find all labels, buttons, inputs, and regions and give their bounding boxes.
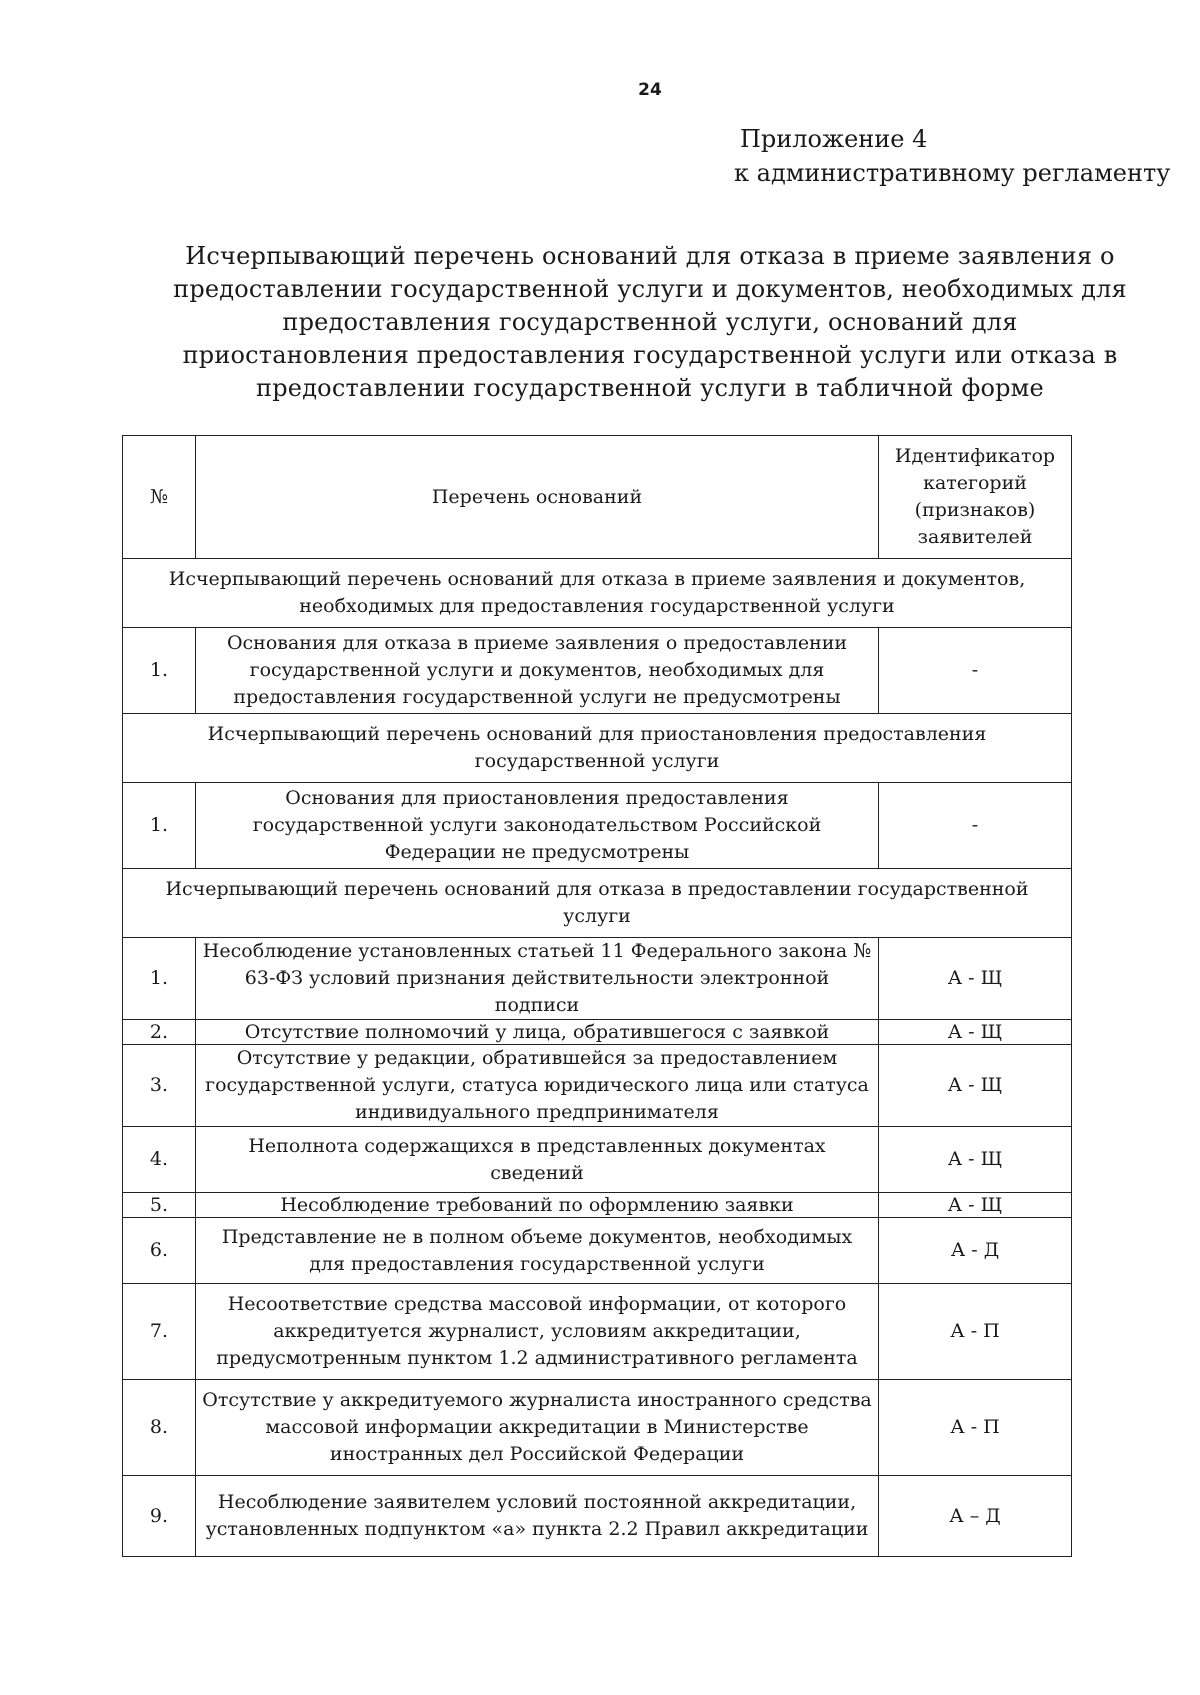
row-num: 1. [123, 628, 196, 714]
row-text: Представление не в полном объеме документов, необходимых для предоставления государственной услуги [196, 1218, 879, 1284]
page-number: 24 [638, 80, 662, 100]
row-identifier: А - Щ [879, 1020, 1072, 1045]
row-num: 7. [123, 1284, 196, 1380]
row-text: Неполнота содержащихся в представленных документах сведений [196, 1127, 879, 1193]
header-num: № [123, 436, 196, 559]
row-text: Несоответствие средства массовой информации, от которого аккредитуется журналист, условиям аккредитации, предусмотренным пунктом 1.2 административного регламента [196, 1284, 879, 1380]
row-num: 1. [123, 783, 196, 869]
row-identifier: А - Щ [879, 1127, 1072, 1193]
row-text: Основания для приостановления предоставления государственной услуги законодательством Российской Федерации не предусмотрены [196, 783, 879, 869]
table-row [123, 1284, 1072, 1380]
row-num: 8. [123, 1380, 196, 1476]
table-row [123, 1380, 1072, 1476]
row-identifier: А - Щ [879, 938, 1072, 1020]
table-row [123, 1045, 1072, 1127]
row-identifier: А - Щ [879, 1193, 1072, 1218]
row-identifier: - [879, 783, 1072, 869]
document-title: Исчерпывающий перечень оснований для отказа в приеме заявления о предоставлении государственной услуги и документов, необходимых для предоставления государственной услуги, оснований для приостановления предоставления государственной услуги или отказа в предоставлении государственной услуги в табличной форме [173, 242, 1127, 402]
section-row-reception-refusal [123, 559, 1072, 628]
row-num: 1. [123, 938, 196, 1020]
table-header-row [123, 436, 1072, 559]
row-num: 4. [123, 1127, 196, 1193]
row-num: 6. [123, 1218, 196, 1284]
row-identifier: - [879, 628, 1072, 714]
row-identifier: А - П [879, 1380, 1072, 1476]
row-identifier: А - П [879, 1284, 1072, 1380]
section-title: Исчерпывающий перечень оснований для отказа в предоставлении государственной услуги [123, 869, 1072, 938]
header-identifier: Идентификатор категорий (признаков) заявителей [879, 436, 1072, 559]
row-text: Несоблюдение требований по оформлению заявки [196, 1193, 879, 1218]
row-num: 9. [123, 1476, 196, 1557]
table-row [123, 628, 1072, 714]
row-text: Отсутствие полномочий у лица, обратившегося с заявкой [196, 1020, 879, 1045]
table-row [123, 783, 1072, 869]
section-row-suspension [123, 714, 1072, 783]
appendix-reference [734, 122, 1171, 190]
section-title: Исчерпывающий перечень оснований для отказа в приеме заявления и документов, необходимых для предоставления государственной услуги [123, 559, 1072, 628]
table-row [123, 1193, 1072, 1218]
table-row [123, 1476, 1072, 1557]
section-row-service-refusal [123, 869, 1072, 938]
row-text: Отсутствие у аккредитуемого журналиста иностранного средства массовой информации аккредитации в Министерстве иностранных дел Российской Федерации [196, 1380, 879, 1476]
table-row [123, 1127, 1072, 1193]
row-identifier: А - Д [879, 1218, 1072, 1284]
appendix-regulation: к административному регламенту [734, 159, 1171, 187]
header-grounds: Перечень оснований [196, 436, 879, 559]
row-text: Несоблюдение заявителем условий постоянной аккредитации, установленных подпунктом «а» пункта 2.2 Правил аккредитации [196, 1476, 879, 1557]
row-text: Основания для отказа в приеме заявления о предоставлении государственной услуги и документов, необходимых для предоставления государственной услуги не предусмотрены [196, 628, 879, 714]
grounds-table [122, 435, 1072, 1557]
section-title: Исчерпывающий перечень оснований для приостановления предоставления государственной услуги [123, 714, 1072, 783]
row-identifier: А - Щ [879, 1045, 1072, 1127]
row-identifier: А – Д [879, 1476, 1072, 1557]
row-text: Отсутствие у редакции, обратившейся за предоставлением государственной услуги, статуса юридического лица или статуса индивидуального предпринимателя [196, 1045, 879, 1127]
table-row [123, 1020, 1072, 1045]
row-text: Несоблюдение установленных статьей 11 Федерального закона № 63-ФЗ условий признания действительности электронной подписи [196, 938, 879, 1020]
row-num: 2. [123, 1020, 196, 1045]
row-num: 3. [123, 1045, 196, 1127]
table-row [123, 938, 1072, 1020]
table-row [123, 1218, 1072, 1284]
row-num: 5. [123, 1193, 196, 1218]
appendix-number: Приложение 4 [740, 125, 928, 153]
